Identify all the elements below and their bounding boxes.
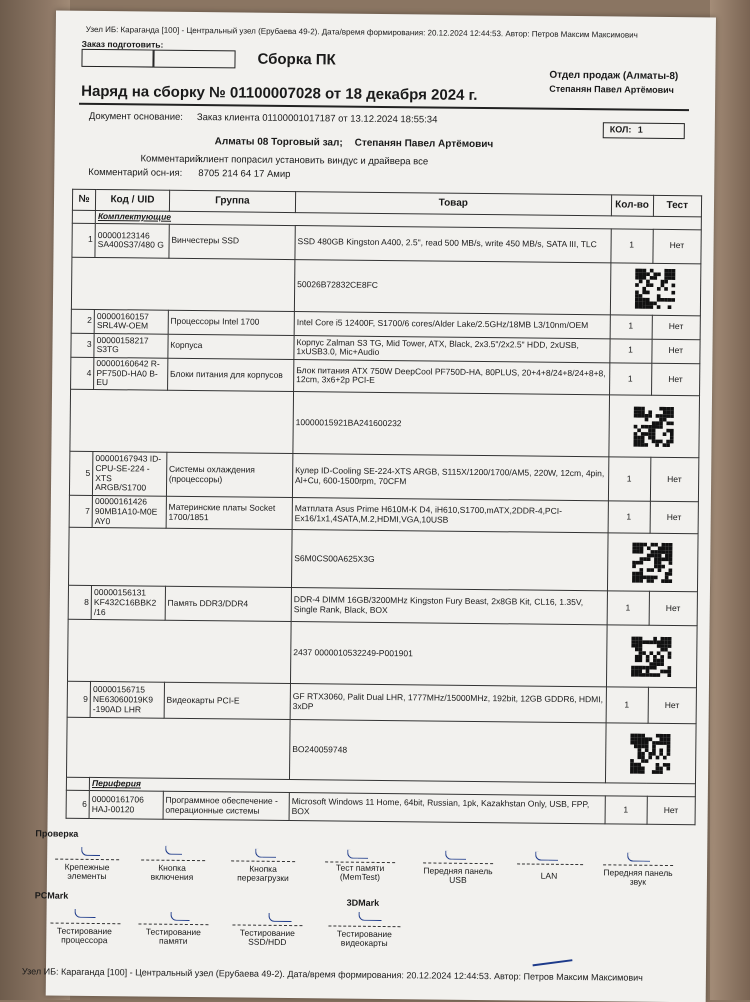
header-group: Группа: [169, 190, 295, 212]
check-lan: LAN: [540, 870, 558, 881]
background-right: [710, 0, 750, 1000]
row-test: Нет: [649, 592, 698, 627]
row-group: Процессоры Intel 1700: [168, 310, 294, 335]
basis-value: Заказ клиента 01100001017187 от 13.12.2024 18:55:34: [196, 112, 438, 126]
qty-value: 1: [637, 124, 643, 135]
store-person: Степанян Павел Артёмович: [354, 137, 494, 151]
row-num: 7: [69, 495, 92, 528]
test-memory: Тестирование памяти: [145, 926, 201, 947]
qr-code-icon: [632, 542, 672, 582]
section-peripherals: Периферия: [89, 778, 695, 797]
row-group: Видеокарты PCI-E: [164, 683, 291, 720]
row-group: Системы охлаждения (процессоры): [166, 452, 293, 497]
prepare-box-2: [153, 50, 235, 69]
row-group: Винчестеры SSD: [169, 224, 296, 259]
qr-code-icon: [631, 636, 671, 676]
row-qty: 1: [610, 315, 652, 339]
row-num: 8: [68, 586, 91, 620]
row-product: Кулер ID-Cooling SE-224-XTS ARGB, S115X/1200/1700/AM5, 220W, 12cm, 4pin, Al+Cu, 600-1500rpm, 70CFM: [292, 454, 608, 501]
test-cpu: Тестирование процессора: [56, 925, 112, 946]
check-mark-icon: [255, 849, 276, 858]
row-qty: 1: [609, 363, 651, 396]
row-serial: 10000015921BA241600232: [293, 392, 609, 457]
header-qty: Кол-во: [611, 195, 653, 216]
row-qty: 1: [607, 591, 649, 625]
row-num: 6: [66, 790, 89, 818]
check-mark-icon: [81, 847, 100, 856]
row-qty: 1: [606, 687, 648, 723]
store: Алматы 08 Торговый зал;: [214, 136, 343, 149]
basis-label: Документ основание:: [88, 110, 184, 123]
comment-basis-label: Комментарий осн-ия:: [88, 166, 183, 179]
header-num: №: [72, 189, 95, 210]
row-code: 00000123146 SA400S37/480 G: [95, 223, 169, 258]
row-code: 00000158217 S3TG: [94, 333, 168, 358]
comment-label: Комментарий:: [140, 153, 204, 166]
header-test: Тест: [653, 195, 702, 217]
row-code: 00000161426 90MB1A10-M0E AY0: [92, 496, 166, 529]
row-code: 00000156131 KF432C16BBK2 /16: [91, 586, 165, 621]
row-code: 00000160642 R-PF750D-HA0 B-EU: [94, 357, 168, 390]
row-group: Материнские платы Socket 1700/1851: [166, 496, 293, 530]
row-test: Нет: [652, 315, 701, 340]
check-mark-icon: [165, 846, 182, 855]
qr-code-icon: [630, 733, 670, 773]
row-num: 2: [71, 309, 94, 333]
department: Отдел продаж (Алматы-8): [549, 69, 679, 83]
row-product: SSD 480GB Kingston A400, 2.5", read 500 MB/s, write 450 MB/s, SATA III, TLC: [295, 225, 611, 262]
row-qty: 1: [609, 339, 651, 363]
row-qty: 1: [605, 796, 647, 824]
serial-row: [67, 620, 697, 689]
check-fasteners: Крепежные элементы: [64, 861, 110, 882]
check-front-audio: Передняя панель звук: [603, 867, 673, 888]
row-test: Нет: [651, 363, 700, 396]
serial-row: [66, 718, 696, 785]
row-test: Нет: [648, 688, 697, 725]
title-divider: [79, 103, 689, 111]
row-group: Корпуса: [168, 334, 294, 359]
row-code: 00000161706 HAJ-00120: [89, 791, 163, 820]
check-mark-icon: [268, 913, 291, 922]
check-power-button: Кнопка включения: [150, 862, 194, 883]
document-sheet: [21, 11, 716, 1002]
row-group: Блоки питания для корпусов: [167, 358, 294, 392]
row-code: 00000167943 ID-CPU-SE-224 -XTS ARGB/S1700: [93, 452, 167, 497]
pcmark-label: PCMark: [34, 890, 69, 901]
qty-label: КОЛ:: [609, 124, 632, 135]
header-product: Товар: [295, 192, 611, 216]
row-serial: BO240059748: [289, 720, 605, 783]
table-row: [69, 451, 698, 502]
check-front-usb: Передняя панель USB: [423, 865, 493, 886]
check-mark-icon: [359, 912, 382, 921]
row-qty: 1: [608, 457, 651, 501]
check-mark-icon: [170, 912, 189, 921]
row-product: Intel Core i5 12400F, S1700/6 cores/Alder Lake/2.5GHz/18MB L3/10nm/OEM: [294, 311, 610, 338]
check-mark-icon: [445, 851, 466, 860]
comment-basis-value: 8705 214 64 17 Амир: [198, 168, 291, 181]
prepare-box-1: [81, 49, 153, 68]
row-num: 1: [72, 223, 95, 257]
assembly-title: Сборка ПК: [257, 50, 336, 69]
row-test: Нет: [647, 796, 696, 825]
check-mark-icon: [347, 850, 368, 859]
test-storage: Тестирование SSD/HDD: [239, 927, 295, 948]
check-reset-button: Кнопка перезагрузки: [237, 863, 289, 884]
row-product: GF RTX3060, Palit Dual LHR, 1777MHz/15000MHz, 192bit, 12GB GDDR6, HDMI, 3xDP: [290, 684, 606, 723]
row-product: Блок питания ATX 750W DeepCool PF750D-HA, 80PLUS, 20+4+8/24+8/24+8+8, 12cm, 3x6+2p PCI-E: [294, 359, 610, 395]
comment-value: клиент попрасил установить виндус и драйвера все: [198, 154, 429, 168]
row-serial: 50026B72832CE8FC: [294, 259, 610, 314]
order-prepared-label: Заказ подготовить:: [81, 38, 164, 50]
row-test: Нет: [652, 229, 701, 264]
section-components: Комплектующие: [95, 210, 701, 229]
row-group: Память DDR3/DDR4: [165, 587, 292, 622]
row-test: Нет: [650, 457, 699, 502]
qr-code-icon: [635, 269, 675, 309]
qty-box: [603, 122, 685, 139]
row-num: 3: [71, 333, 94, 357]
3dmark-label: 3DMark: [346, 897, 380, 908]
row-qty: 1: [608, 501, 650, 534]
header-top-line: Узел ИБ: Караганда [100] - Центральный узел (Ерубаева 49-2). Дата/время формирования: 20.12.2024 12:44:53. Автор: Петров Максим Максимович: [85, 24, 638, 40]
check-memtest: Тест памяти (MemTest): [335, 862, 385, 883]
row-product: Microsoft Windows 11 Home, 64bit, Russian, 1pk, Kazakhstan Only, USB, FPP, BOX: [289, 793, 605, 824]
row-product: Матплата Asus Prime H610M-K D4, iH610,S1700,mATX,2DDR-4,PCI-Ex16/1x1,4SATA,M.2,HDMI,VGA,10USB: [292, 498, 608, 534]
test-gpu: Тестирование видеокарты: [336, 928, 392, 949]
table-row: [66, 790, 695, 825]
row-product: Корпус Zalman S3 TG, Mid Tower, ATX, Black, 2x3.5"/2x2.5" HDD, 2xUSB, 1xUSB3.0, Mic+Audio: [294, 335, 610, 362]
row-qty: 1: [610, 229, 652, 263]
employee: Степанян Павел Артёмович: [549, 83, 674, 96]
serial-row: [70, 389, 700, 458]
check-mark-icon: [535, 852, 558, 861]
row-test: Нет: [651, 339, 700, 364]
row-group: Программное обеспечение - операционные системы: [163, 791, 290, 820]
serial-row: [71, 257, 701, 316]
row-serial: S6M0CS00A625X3G: [291, 530, 607, 591]
items-table: [66, 189, 703, 826]
row-serial: 2437 0000010532249-P001901: [290, 622, 606, 687]
row-num: 4: [71, 357, 94, 390]
checks-label: Проверка: [35, 828, 79, 839]
check-mark-icon: [627, 853, 650, 862]
qr-code-icon: [634, 406, 674, 446]
row-test: Нет: [650, 501, 699, 534]
footer-line: Узел ИБ: Караганда [100] - Центральный узел (Ерубаева 49-2). Дата/время формирования: 20.12.2024 12:44:53. Автор: Петров Максим Максимович: [21, 966, 643, 983]
row-product: DDR-4 DIMM 16GB/3200MHz Kingston Fury Beast, 2x8GB Kit, CL16, 1.35V, Single Rank, Black, BOX: [291, 588, 607, 625]
row-code: 00000160157 SRL4W-OEM: [94, 309, 168, 334]
row-num: 5: [69, 451, 93, 495]
signature-icon: [532, 953, 573, 966]
order-title: Наряд на сборку № 01100007028 от 18 декабря 2024 г.: [81, 82, 478, 104]
header-code: Код / UID: [96, 189, 170, 211]
check-mark-icon: [75, 909, 96, 918]
row-num: 9: [67, 682, 91, 718]
row-code: 00000156715 NE63060019K9 -190AD LHR: [90, 682, 164, 719]
serial-row: [68, 528, 698, 593]
